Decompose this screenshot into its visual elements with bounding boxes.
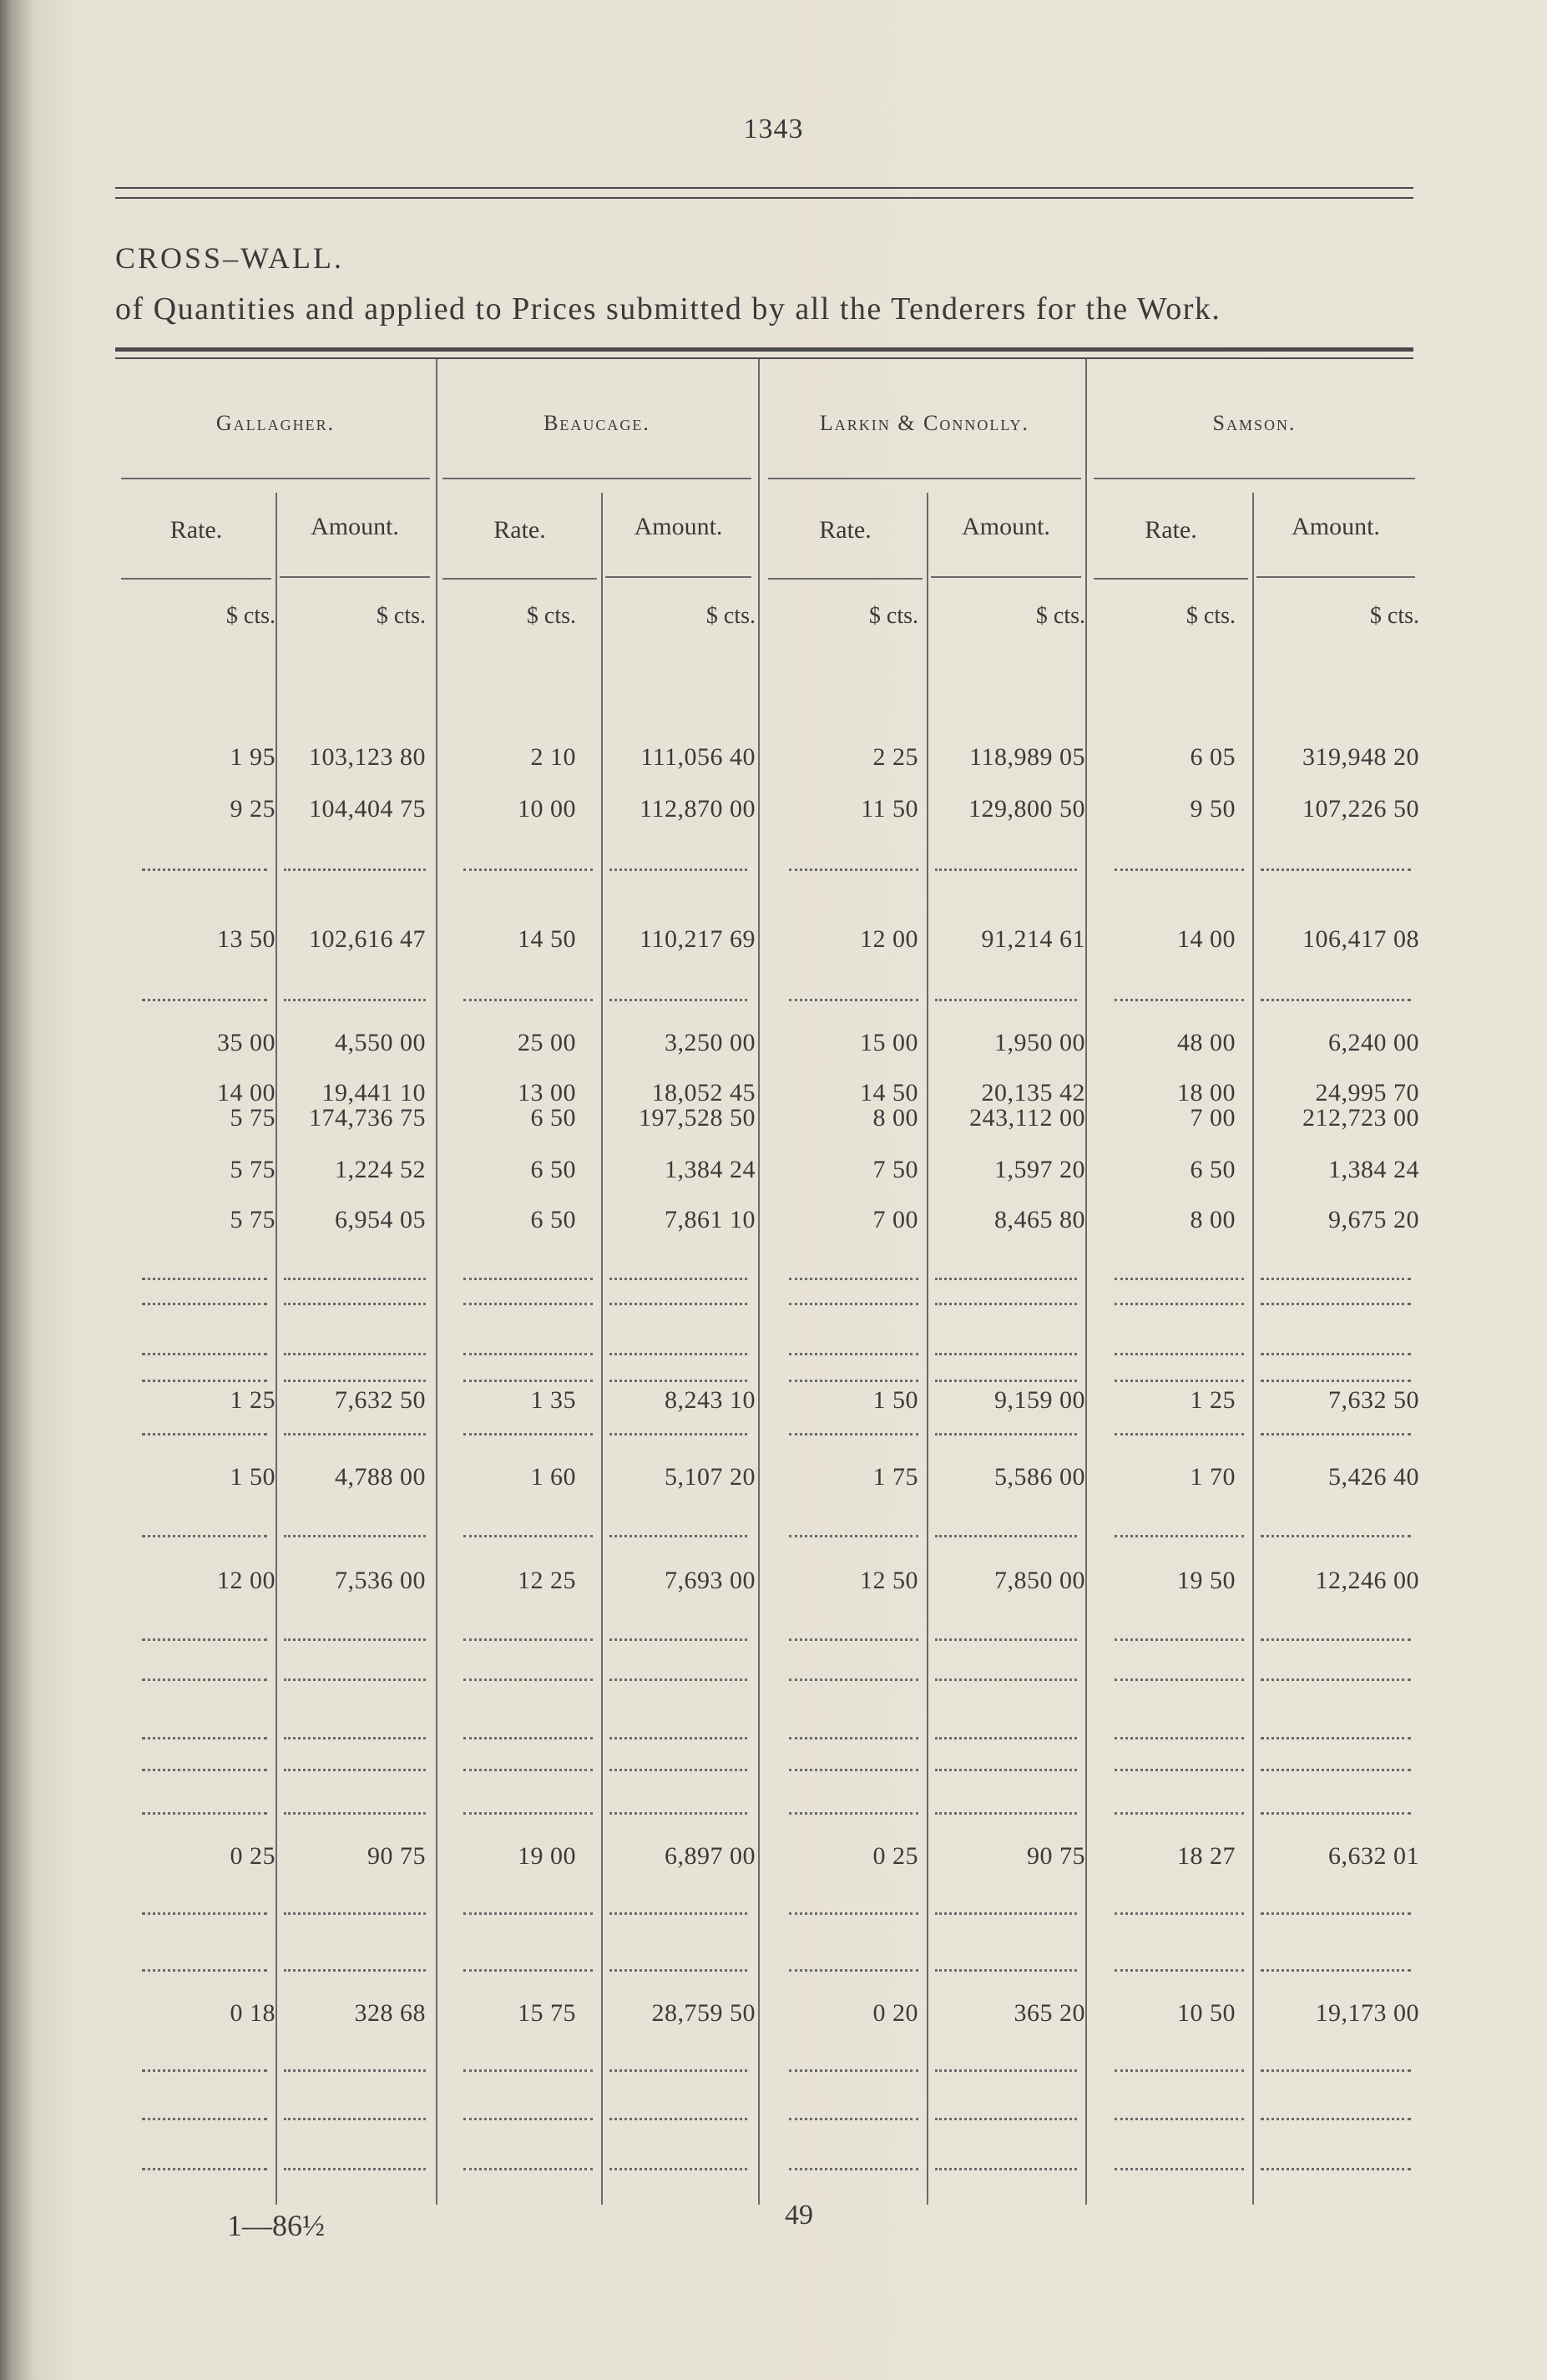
amount-cell: 106,417 08 [1302, 925, 1419, 953]
rate-cell: 0 25 [230, 1842, 276, 1870]
amount-cell: 1,384 24 [1328, 1156, 1419, 1183]
dotted-leader [284, 1380, 426, 1382]
unit-label: $ cts. [705, 603, 756, 629]
amount-header: Amount. [311, 513, 399, 540]
rate-cell: 13 50 [217, 925, 276, 953]
dotted-leader [1261, 1912, 1411, 1915]
dotted-leader [142, 1380, 267, 1382]
unit-label: $ cts. [376, 603, 426, 629]
amount-cell: 319,948 20 [1302, 743, 1419, 771]
rate-cell: 6 50 [530, 1206, 576, 1233]
amount-cell: 12,246 00 [1315, 1567, 1419, 1594]
amount-cell: 8,465 80 [994, 1206, 1085, 1233]
dotted-leader [463, 2118, 593, 2120]
dotted-leader [789, 1769, 918, 1771]
amount-cell: 103,123 80 [309, 743, 426, 771]
dotted-leader [284, 2168, 426, 2170]
header-underline [1256, 576, 1415, 578]
dotted-leader [284, 1737, 426, 1739]
dotted-leader [935, 1278, 1077, 1280]
rate-cell: 5 75 [230, 1156, 276, 1183]
dotted-leader [1261, 1535, 1411, 1537]
amount-cell: 91,214 61 [981, 925, 1085, 953]
dotted-leader [284, 999, 426, 1001]
dotted-leader [463, 1737, 593, 1739]
rate-cell: 2 25 [872, 743, 918, 771]
dotted-leader [789, 1303, 918, 1305]
rate-cell: 18 00 [1177, 1079, 1236, 1106]
rate-cell: 25 00 [518, 1029, 576, 1056]
dotted-leader [789, 2118, 918, 2120]
amount-cell: 24,995 70 [1315, 1079, 1419, 1106]
dotted-leader [142, 1638, 267, 1641]
amount-cell: 129,800 50 [968, 795, 1085, 823]
dotted-leader [463, 1969, 593, 1972]
rate-cell: 15 75 [518, 1999, 576, 2027]
tenderer-name: Samson. [1212, 411, 1297, 435]
rate-cell: 15 00 [860, 1029, 918, 1056]
rate-cell: 12 50 [860, 1567, 918, 1594]
rate-header: Rate. [819, 516, 872, 544]
dotted-leader [1261, 1353, 1411, 1355]
dotted-leader [789, 999, 918, 1001]
dotted-leader [935, 1353, 1077, 1355]
header-underline [605, 576, 751, 578]
rate-cell: 7 00 [1190, 1104, 1236, 1132]
rate-cell: 12 00 [860, 925, 918, 953]
tenderer-underline [121, 478, 430, 479]
dotted-leader [284, 1353, 426, 1355]
header-underline [768, 578, 923, 580]
tenderer-name: Larkin & Connolly. [819, 411, 1030, 435]
dotted-leader [284, 1433, 426, 1436]
amount-cell: 243,112 00 [969, 1104, 1085, 1132]
rate-cell: 6 50 [530, 1156, 576, 1183]
amount-cell: 107,226 50 [1302, 795, 1419, 823]
amount-cell: 7,632 50 [1328, 1386, 1419, 1414]
dotted-leader [142, 1769, 267, 1771]
dotted-leader [142, 1278, 267, 1280]
rate-cell: 8 00 [872, 1104, 918, 1132]
dotted-leader [142, 1303, 267, 1305]
dotted-leader [935, 1433, 1077, 1436]
dotted-leader [284, 1638, 426, 1641]
dotted-leader [1261, 1812, 1411, 1815]
dotted-leader [142, 868, 267, 871]
dotted-leader [935, 2118, 1077, 2120]
amount-cell: 4,550 00 [335, 1029, 426, 1056]
dotted-leader [142, 1812, 267, 1815]
dotted-leader [142, 1535, 267, 1537]
dotted-leader [284, 2118, 426, 2120]
dotted-leader [935, 868, 1077, 871]
header-underline [121, 578, 271, 580]
rate-cell: 5 75 [230, 1206, 276, 1233]
rate-cell: 1 25 [1190, 1386, 1236, 1414]
rate-cell: 48 00 [1177, 1029, 1236, 1056]
dotted-leader [1261, 1433, 1411, 1436]
dotted-leader [142, 1969, 267, 1972]
rate-cell: 12 25 [518, 1567, 576, 1594]
dotted-leader [935, 2168, 1077, 2170]
dotted-leader [1115, 2168, 1244, 2170]
dotted-leader [142, 1353, 267, 1355]
amount-cell: 19,441 10 [321, 1079, 426, 1106]
dotted-leader [935, 1638, 1077, 1641]
dotted-leader [1115, 2118, 1244, 2120]
dotted-leader [1115, 1380, 1244, 1382]
dotted-leader [1261, 2118, 1411, 2120]
dotted-leader [1261, 1969, 1411, 1972]
tenderer-underline [768, 478, 1081, 479]
dotted-leader [284, 1812, 426, 1815]
amount-cell: 9,675 20 [1328, 1206, 1419, 1233]
dotted-leader [1115, 1638, 1244, 1641]
dotted-leader [609, 1353, 747, 1355]
dotted-leader [284, 1278, 426, 1280]
dotted-leader [463, 1353, 593, 1355]
dotted-leader [463, 1535, 593, 1537]
dotted-leader [284, 1912, 426, 1915]
amount-cell: 197,528 50 [639, 1104, 756, 1132]
amount-cell: 6,954 05 [335, 1206, 426, 1233]
amount-cell: 6,897 00 [665, 1842, 756, 1870]
amount-cell: 9,159 00 [994, 1386, 1085, 1414]
dotted-leader [142, 2168, 267, 2170]
dotted-leader [935, 1380, 1077, 1382]
dotted-leader [789, 1535, 918, 1537]
dotted-leader [789, 2168, 918, 2170]
dotted-leader [609, 1303, 747, 1305]
dotted-leader [609, 1737, 747, 1739]
rate-cell: 0 20 [872, 1999, 918, 2027]
dotted-leader [609, 868, 747, 871]
unit-label: $ cts. [1035, 603, 1085, 629]
dotted-leader [1115, 1535, 1244, 1537]
dotted-leader [463, 1278, 593, 1280]
rate-cell: 9 25 [230, 795, 276, 823]
signature-mark: 1—86½ [227, 2209, 325, 2242]
rate-cell: 7 50 [872, 1156, 918, 1183]
amount-cell: 6,240 00 [1328, 1029, 1419, 1056]
amount-cell: 7,850 00 [994, 1567, 1085, 1594]
header-underline [1094, 578, 1248, 580]
dotted-leader [463, 1679, 593, 1681]
rate-cell: 6 50 [530, 1104, 576, 1132]
dotted-leader [609, 1433, 747, 1436]
rate-cell: 5 75 [230, 1104, 276, 1132]
dotted-leader [609, 2118, 747, 2120]
dotted-leader [1115, 1433, 1244, 1436]
page-subtitle: of Quantities and applied to Prices submitted by all the Tenderers for the Work. [115, 291, 1221, 327]
dotted-leader [1115, 1679, 1244, 1681]
dotted-leader [1261, 1278, 1411, 1280]
amount-cell: 112,870 00 [640, 795, 756, 823]
dotted-leader [789, 1969, 918, 1972]
amount-cell: 3,250 00 [665, 1029, 756, 1056]
dotted-leader [1115, 1737, 1244, 1739]
rate-cell: 14 50 [860, 1079, 918, 1106]
amount-cell: 212,723 00 [1302, 1104, 1419, 1132]
dotted-leader [284, 1769, 426, 1771]
group-divider [758, 359, 760, 2205]
dotted-leader [463, 868, 593, 871]
header-underline [931, 576, 1081, 578]
rate-cell: 13 00 [518, 1079, 576, 1106]
rate-cell: 1 60 [530, 1463, 576, 1491]
rate-cell: 1 35 [530, 1386, 576, 1414]
dotted-leader [789, 1679, 918, 1681]
dotted-leader [1261, 1303, 1411, 1305]
tenderer-name: Beaucage. [543, 411, 650, 435]
dotted-leader [609, 1812, 747, 1815]
rate-cell: 19 50 [1177, 1567, 1236, 1594]
dotted-leader [935, 1812, 1077, 1815]
dotted-leader [463, 1433, 593, 1436]
dotted-leader [1261, 1679, 1411, 1681]
page-number: 1343 [743, 114, 804, 144]
dotted-leader [463, 1912, 593, 1915]
unit-label: $ cts. [225, 603, 276, 629]
dotted-leader [789, 1638, 918, 1641]
dotted-leader [935, 999, 1077, 1001]
dotted-leader [1261, 868, 1411, 871]
dotted-leader [463, 1812, 593, 1815]
dotted-leader [1115, 1303, 1244, 1305]
dotted-leader [1115, 1769, 1244, 1771]
dotted-leader [935, 1912, 1077, 1915]
dotted-leader [1261, 1380, 1411, 1382]
dotted-leader [142, 999, 267, 1001]
rate-header: Rate. [169, 516, 223, 544]
amount-cell: 1,224 52 [335, 1156, 426, 1183]
dotted-leader [935, 1737, 1077, 1739]
amount-cell: 19,173 00 [1315, 1999, 1419, 2027]
dotted-leader [1261, 1638, 1411, 1641]
dotted-leader [284, 2069, 426, 2072]
rate-header: Rate. [1145, 516, 1197, 544]
dotted-leader [1115, 999, 1244, 1001]
rate-cell: 14 00 [217, 1079, 276, 1106]
amount-cell: 5,107 20 [665, 1463, 756, 1491]
dotted-leader [1115, 868, 1244, 871]
dotted-leader [1261, 2168, 1411, 2170]
amount-cell: 328 68 [354, 1999, 426, 2027]
dotted-leader [463, 1638, 593, 1641]
amount-header: Amount. [1292, 513, 1380, 540]
dotted-leader [463, 1769, 593, 1771]
sheet-number: 49 [785, 2200, 813, 2231]
rate-cell: 2 10 [530, 743, 576, 771]
amount-cell: 7,861 10 [665, 1206, 756, 1233]
header-underline [442, 578, 597, 580]
dotted-leader [1115, 1278, 1244, 1280]
amount-cell: 174,736 75 [309, 1104, 426, 1132]
dotted-leader [142, 1679, 267, 1681]
dotted-leader [935, 1535, 1077, 1537]
dotted-leader [789, 868, 918, 871]
dotted-leader [1115, 1353, 1244, 1355]
amount-cell: 8,243 10 [665, 1386, 756, 1414]
dotted-leader [1115, 2069, 1244, 2072]
amount-cell: 20,135 42 [981, 1079, 1085, 1106]
dotted-leader [609, 2069, 747, 2072]
rate-cell: 14 00 [1177, 925, 1236, 953]
rate-cell: 12 00 [217, 1567, 276, 1594]
amount-cell: 18,052 45 [651, 1079, 756, 1106]
dotted-leader [463, 1303, 593, 1305]
dotted-leader [609, 1535, 747, 1537]
group-divider [436, 359, 437, 2205]
dotted-leader [935, 1679, 1077, 1681]
dotted-leader [284, 1679, 426, 1681]
dotted-leader [935, 1303, 1077, 1305]
amount-cell: 1,597 20 [994, 1156, 1085, 1183]
amount-cell: 104,404 75 [309, 795, 426, 823]
amount-cell: 7,693 00 [665, 1567, 756, 1594]
dotted-leader [609, 1278, 747, 1280]
unit-label: $ cts. [526, 603, 576, 629]
rate-cell: 6 05 [1190, 743, 1236, 771]
amount-cell: 28,759 50 [651, 1999, 756, 2027]
amount-cell: 111,056 40 [640, 743, 756, 771]
dotted-leader [142, 1737, 267, 1739]
rate-cell: 14 50 [518, 925, 576, 953]
dotted-leader [789, 2069, 918, 2072]
dotted-leader [789, 1380, 918, 1382]
unit-label: $ cts. [1369, 603, 1419, 629]
dotted-leader [1261, 999, 1411, 1001]
amount-cell: 110,217 69 [640, 925, 756, 953]
dotted-leader [609, 2168, 747, 2170]
dotted-leader [1261, 1737, 1411, 1739]
dotted-leader [1261, 2069, 1411, 2072]
dotted-leader [935, 2069, 1077, 2072]
rate-cell: 1 75 [872, 1463, 918, 1491]
rate-cell: 11 50 [861, 795, 918, 823]
dotted-leader [1261, 1769, 1411, 1771]
rate-cell: 1 50 [872, 1386, 918, 1414]
amount-cell: 90 75 [1027, 1842, 1085, 1870]
rate-cell: 1 70 [1190, 1463, 1236, 1491]
dotted-leader [463, 999, 593, 1001]
rate-cell: 1 50 [230, 1463, 276, 1491]
tenderer-underline [1094, 478, 1415, 479]
dotted-leader [789, 1278, 918, 1280]
rate-cell: 8 00 [1190, 1206, 1236, 1233]
unit-label: $ cts. [1186, 603, 1236, 629]
dotted-leader [609, 1769, 747, 1771]
dotted-leader [789, 1812, 918, 1815]
amount-cell: 4,788 00 [335, 1463, 426, 1491]
dotted-leader [935, 1769, 1077, 1771]
amount-cell: 90 75 [367, 1842, 426, 1870]
rate-cell: 35 00 [217, 1029, 276, 1056]
amount-cell: 7,632 50 [335, 1386, 426, 1414]
amount-cell: 5,426 40 [1328, 1463, 1419, 1491]
dotted-leader [142, 2118, 267, 2120]
dotted-leader [935, 1969, 1077, 1972]
rate-cell: 9 50 [1190, 795, 1236, 823]
amount-cell: 5,586 00 [994, 1463, 1085, 1491]
dotted-leader [789, 1353, 918, 1355]
amount-cell: 1,384 24 [665, 1156, 756, 1183]
dotted-leader [142, 1912, 267, 1915]
dotted-leader [284, 1969, 426, 1972]
rate-cell: 6 50 [1190, 1156, 1236, 1183]
dotted-leader [284, 1303, 426, 1305]
unit-label: $ cts. [868, 603, 918, 629]
dotted-leader [142, 1433, 267, 1436]
dotted-leader [463, 2069, 593, 2072]
tenderer-underline [442, 478, 751, 479]
rate-cell: 7 00 [872, 1206, 918, 1233]
dotted-leader [463, 2168, 593, 2170]
rate-cell: 10 00 [518, 795, 576, 823]
dotted-leader [609, 1969, 747, 1972]
dotted-leader [1115, 1812, 1244, 1815]
rate-cell: 1 95 [230, 743, 276, 771]
dotted-leader [609, 1638, 747, 1641]
rate-cell: 10 50 [1177, 1999, 1236, 2027]
amount-cell: 6,632 01 [1328, 1842, 1419, 1870]
dotted-leader [463, 1380, 593, 1382]
amount-cell: 7,536 00 [335, 1567, 426, 1594]
dotted-leader [609, 999, 747, 1001]
dotted-leader [789, 1912, 918, 1915]
dotted-leader [284, 1535, 426, 1537]
dotted-leader [284, 868, 426, 871]
dotted-leader [789, 1433, 918, 1436]
dotted-leader [609, 1380, 747, 1382]
dotted-leader [609, 1679, 747, 1681]
dotted-leader [789, 1737, 918, 1739]
amount-cell: 365 20 [1014, 1999, 1085, 2027]
amount-cell: 1,950 00 [994, 1029, 1085, 1056]
group-divider [1085, 359, 1087, 2205]
page-title: CROSS–WALL. [115, 241, 345, 275]
amount-cell: 118,989 05 [969, 743, 1085, 771]
rate-cell: 19 00 [518, 1842, 576, 1870]
dotted-leader [1115, 1969, 1244, 1972]
header-underline [280, 576, 430, 578]
dotted-leader [142, 2069, 267, 2072]
tenderer-name: Gallagher. [215, 411, 336, 435]
rate-cell: 0 18 [230, 1999, 276, 2027]
rate-cell: 1 25 [230, 1386, 276, 1414]
amount-cell: 102,616 47 [309, 925, 426, 953]
rate-cell: 18 27 [1177, 1842, 1236, 1870]
amount-header: Amount. [962, 513, 1050, 540]
dotted-leader [1115, 1912, 1244, 1915]
amount-header: Amount. [634, 513, 723, 540]
dotted-leader [609, 1912, 747, 1915]
rate-header: Rate. [493, 516, 546, 544]
rate-cell: 0 25 [872, 1842, 918, 1870]
